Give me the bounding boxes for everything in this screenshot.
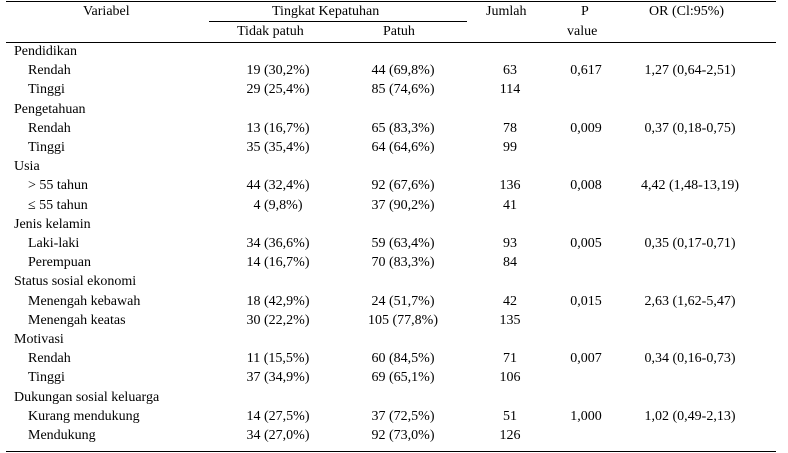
group-label: Pendidikan bbox=[14, 44, 77, 59]
row-label: Kurang mendukung bbox=[28, 408, 140, 424]
header-bottom-rule bbox=[6, 42, 776, 43]
cell-patuh: 65 (83,3%) bbox=[371, 120, 435, 136]
cell-p-value: 1,000 bbox=[570, 408, 602, 424]
cell-patuh: 105 (77,8%) bbox=[368, 312, 438, 328]
group-label: Motivasi bbox=[14, 332, 64, 347]
cell-patuh: 69 (65,1%) bbox=[371, 370, 435, 386]
header-patuh: Patuh bbox=[383, 24, 415, 39]
cell-or: 0,37 (0,18-0,75) bbox=[644, 120, 736, 136]
cell-tidak-patuh: 13 (16,7%) bbox=[246, 120, 310, 136]
cell-patuh: 64 (64,6%) bbox=[371, 140, 435, 155]
cell-p-value: 0,005 bbox=[570, 236, 602, 251]
cell-or: 2,63 (1,62-5,47) bbox=[644, 293, 736, 309]
cell-p-value: 0,617 bbox=[570, 63, 602, 79]
cell-or: 4,42 (1,48-13,19) bbox=[641, 178, 739, 194]
cell-tidak-patuh: 29 (25,4%) bbox=[246, 82, 310, 98]
cell-jumlah: 71 bbox=[503, 351, 517, 367]
row-label: Mendukung bbox=[28, 428, 96, 443]
cell-jumlah: 135 bbox=[499, 312, 521, 328]
cell-tidak-patuh: 14 (16,7%) bbox=[246, 255, 310, 271]
cell-patuh: 92 (73,0%) bbox=[371, 428, 435, 443]
cell-jumlah: 41 bbox=[503, 197, 517, 213]
header-value: value bbox=[567, 24, 598, 39]
cell-patuh: 24 (51,7%) bbox=[371, 293, 435, 309]
row-label: Rendah bbox=[28, 351, 71, 367]
cell-jumlah: 136 bbox=[499, 178, 521, 194]
cell-jumlah: 126 bbox=[499, 428, 521, 443]
cell-jumlah: 93 bbox=[503, 236, 517, 251]
cell-p-value: 0,008 bbox=[570, 178, 602, 194]
header-tingkat-kepatuhan: Tingkat Kepatuhan bbox=[272, 4, 380, 19]
cell-or: 0,35 (0,17-0,71) bbox=[644, 236, 736, 251]
cell-tidak-patuh: 34 (36,6%) bbox=[246, 236, 310, 251]
group-label: Jenis kelamin bbox=[14, 216, 91, 232]
cell-jumlah: 78 bbox=[503, 120, 517, 136]
cell-tidak-patuh: 34 (27,0%) bbox=[246, 428, 310, 443]
cell-jumlah: 84 bbox=[503, 255, 517, 271]
row-label: Tinggi bbox=[28, 140, 65, 155]
cell-jumlah: 42 bbox=[503, 293, 517, 309]
header-tidak-patuh: Tidak patuh bbox=[237, 24, 304, 39]
cell-tidak-patuh: 19 (30,2%) bbox=[246, 63, 310, 79]
header-or: OR (Cl:95%) bbox=[649, 4, 725, 19]
cell-tidak-patuh: 30 (22,2%) bbox=[246, 312, 310, 328]
cell-patuh: 60 (84,5%) bbox=[371, 351, 435, 367]
group-label: Pengetahuan bbox=[14, 101, 86, 117]
header-jumlah: Jumlah bbox=[486, 4, 527, 19]
row-label: Menengah kebawah bbox=[28, 293, 141, 309]
table-bottom-rule bbox=[6, 451, 776, 452]
row-label: Rendah bbox=[28, 63, 71, 79]
cell-tidak-patuh: 37 (34,9%) bbox=[246, 370, 310, 386]
cell-jumlah: 63 bbox=[503, 63, 517, 79]
cell-jumlah: 114 bbox=[499, 82, 521, 98]
cell-tidak-patuh: 11 (15,5%) bbox=[246, 351, 310, 367]
tingkat-underline bbox=[209, 21, 467, 22]
cell-or: 0,34 (0,16-0,73) bbox=[644, 351, 736, 367]
cell-patuh: 44 (69,8%) bbox=[371, 63, 435, 79]
cell-patuh: 37 (72,5%) bbox=[371, 408, 435, 424]
cell-patuh: 70 (83,3%) bbox=[371, 255, 435, 271]
row-label: Menengah keatas bbox=[28, 312, 126, 328]
cell-patuh: 92 (67,6%) bbox=[371, 178, 435, 194]
cell-tidak-patuh: 18 (42,9%) bbox=[246, 293, 310, 309]
row-label: Perempuan bbox=[28, 255, 91, 271]
group-label: Usia bbox=[14, 159, 40, 175]
cell-tidak-patuh: 4 (9,8%) bbox=[253, 197, 303, 213]
cell-or: 1,27 (0,64-2,51) bbox=[644, 63, 736, 79]
table-top-rule bbox=[6, 1, 776, 2]
cell-p-value: 0,007 bbox=[570, 351, 602, 367]
row-label: Tinggi bbox=[28, 82, 65, 98]
cell-tidak-patuh: 14 (27,5%) bbox=[246, 408, 310, 424]
cell-patuh: 37 (90,2%) bbox=[371, 197, 435, 213]
cell-tidak-patuh: 44 (32,4%) bbox=[246, 178, 310, 194]
group-label: Status sosial ekonomi bbox=[14, 274, 137, 290]
header-variabel: Variabel bbox=[83, 4, 130, 19]
cell-patuh: 59 (63,4%) bbox=[371, 236, 435, 251]
cell-tidak-patuh: 35 (35,4%) bbox=[246, 140, 310, 155]
cell-p-value: 0,015 bbox=[570, 293, 602, 309]
row-label: ≤ 55 tahun bbox=[28, 197, 88, 213]
cell-p-value: 0,009 bbox=[570, 120, 602, 136]
cell-jumlah: 106 bbox=[499, 370, 521, 386]
cell-jumlah: 99 bbox=[503, 140, 517, 155]
row-label: > 55 tahun bbox=[28, 178, 88, 194]
row-label: Rendah bbox=[28, 120, 71, 136]
cell-or: 1,02 (0,49-2,13) bbox=[644, 408, 736, 424]
row-label: Laki-laki bbox=[28, 236, 80, 251]
group-label: Dukungan sosial keluarga bbox=[14, 389, 160, 405]
cell-jumlah: 51 bbox=[503, 408, 517, 424]
cell-patuh: 85 (74,6%) bbox=[371, 82, 435, 98]
header-p: P bbox=[581, 4, 589, 19]
row-label: Tinggi bbox=[28, 370, 65, 386]
